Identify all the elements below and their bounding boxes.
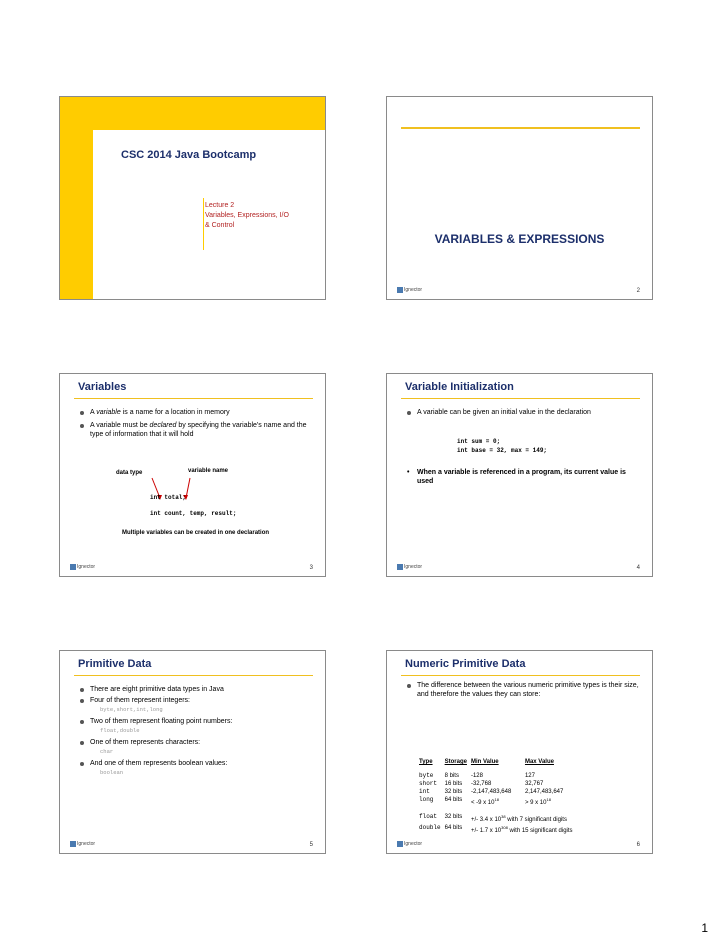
table-row: double 64 bits +/- 1.7 x $10^{308}$ with 15 significant digits bbox=[419, 824, 573, 834]
logo-icon bbox=[397, 287, 403, 293]
bullet: Four of them represent integers: bbox=[80, 696, 313, 705]
footer-logo: Ignector bbox=[70, 564, 95, 570]
bullet: A variable is a name for a location in memory bbox=[80, 408, 313, 417]
logo-icon bbox=[70, 841, 76, 847]
note: Multiple variables can be created in one declaration bbox=[122, 530, 270, 536]
code-line: int sum = 0; bbox=[457, 438, 501, 445]
table-row: short 16 bits -32,768 32,767 bbox=[419, 780, 544, 787]
table-row: long 64 bits < -9 x $10^{18}$ > 9 x $10^{18}$ bbox=[419, 796, 551, 806]
bullet-list bbox=[80, 685, 313, 780]
bullet-list bbox=[80, 408, 313, 443]
slide-1 bbox=[59, 96, 326, 300]
variable-name-label: variable name bbox=[188, 468, 229, 474]
slide-number: 3 bbox=[309, 565, 313, 571]
bullet: One of them represents characters: bbox=[80, 738, 313, 747]
title-rule bbox=[401, 675, 640, 676]
bullet: There are eight primitive data types in Java bbox=[80, 685, 313, 694]
table-row: byte 8 bits -128 127 bbox=[419, 772, 535, 779]
white-tab bbox=[93, 130, 123, 270]
page-number: 1 bbox=[701, 921, 708, 935]
slide-4 bbox=[386, 373, 653, 577]
slide-number: 5 bbox=[309, 842, 313, 848]
slide-2 bbox=[386, 96, 653, 300]
yellow-band bbox=[60, 97, 93, 299]
bullet: And one of them represents boolean values: bbox=[80, 759, 313, 768]
table-row: float 32 bits +/- 3.4 x $10^{38}$ with 7 significant digits bbox=[419, 813, 567, 823]
section-title: VARIABLES & EXPRESSIONS bbox=[434, 232, 605, 246]
slide-number: 6 bbox=[636, 842, 640, 848]
sub-item: float,double bbox=[100, 727, 140, 734]
divider bbox=[203, 198, 204, 250]
bullet: • When a variable is referenced in a program, its current value is used bbox=[407, 468, 640, 486]
bullet: The difference between the various numeric primitive types is their size, and therefore the values they can store: bbox=[407, 681, 640, 699]
slide-number: 2 bbox=[636, 288, 640, 294]
logo-icon bbox=[70, 564, 76, 570]
logo-icon bbox=[397, 841, 403, 847]
code-line: int count, temp, result; bbox=[150, 510, 237, 517]
title-rule bbox=[401, 127, 640, 129]
slide-title: Variable Initialization bbox=[405, 381, 514, 393]
bullet-list bbox=[407, 408, 640, 421]
bullet: A variable must be declared by specifying the variable's name and the type of information that it will hold bbox=[80, 421, 313, 439]
slide-5 bbox=[59, 650, 326, 854]
slide-6 bbox=[386, 650, 653, 854]
bullet: Two of them represent floating point numbers: bbox=[80, 717, 313, 726]
numeric-types-table bbox=[419, 758, 577, 835]
footer-logo: Ignector bbox=[397, 841, 422, 847]
slide-title: Primitive Data bbox=[78, 658, 152, 670]
yellow-bar bbox=[60, 97, 325, 130]
table-row: int 32 bits -2,147,483,648 2,147,483,647 bbox=[419, 788, 564, 795]
code-line: int total; bbox=[150, 494, 187, 501]
slide-title: Numeric Primitive Data bbox=[405, 658, 526, 670]
bullet-list bbox=[407, 468, 640, 486]
footer-logo: Ignector bbox=[397, 287, 422, 293]
sub-item: byte,short,int,long bbox=[100, 706, 163, 713]
lecture-subtitle: Lecture 2 Variables, Expressions, I/O & Control bbox=[205, 202, 289, 229]
title-rule bbox=[401, 398, 640, 399]
slide-number: 4 bbox=[636, 565, 640, 571]
code-line: int base = 32, max = 149; bbox=[457, 447, 548, 454]
footer-logo: Ignector bbox=[70, 841, 95, 847]
sub-item: boolean bbox=[100, 769, 124, 776]
course-title: CSC 2014 Java Bootcamp bbox=[121, 149, 257, 161]
bullet-list bbox=[407, 681, 640, 703]
title-rule bbox=[74, 398, 313, 399]
data-type-label: data type bbox=[116, 470, 143, 476]
slide-3 bbox=[59, 373, 326, 577]
sub-item: char bbox=[100, 748, 114, 755]
footer-logo: Ignector bbox=[397, 564, 422, 570]
bullet: A variable can be given an initial value in the declaration bbox=[407, 408, 640, 417]
slide-title: Variables bbox=[78, 381, 127, 393]
table-header: Type Storage Min Value Max Value bbox=[419, 759, 554, 765]
logo-icon bbox=[397, 564, 403, 570]
title-rule bbox=[74, 675, 313, 676]
